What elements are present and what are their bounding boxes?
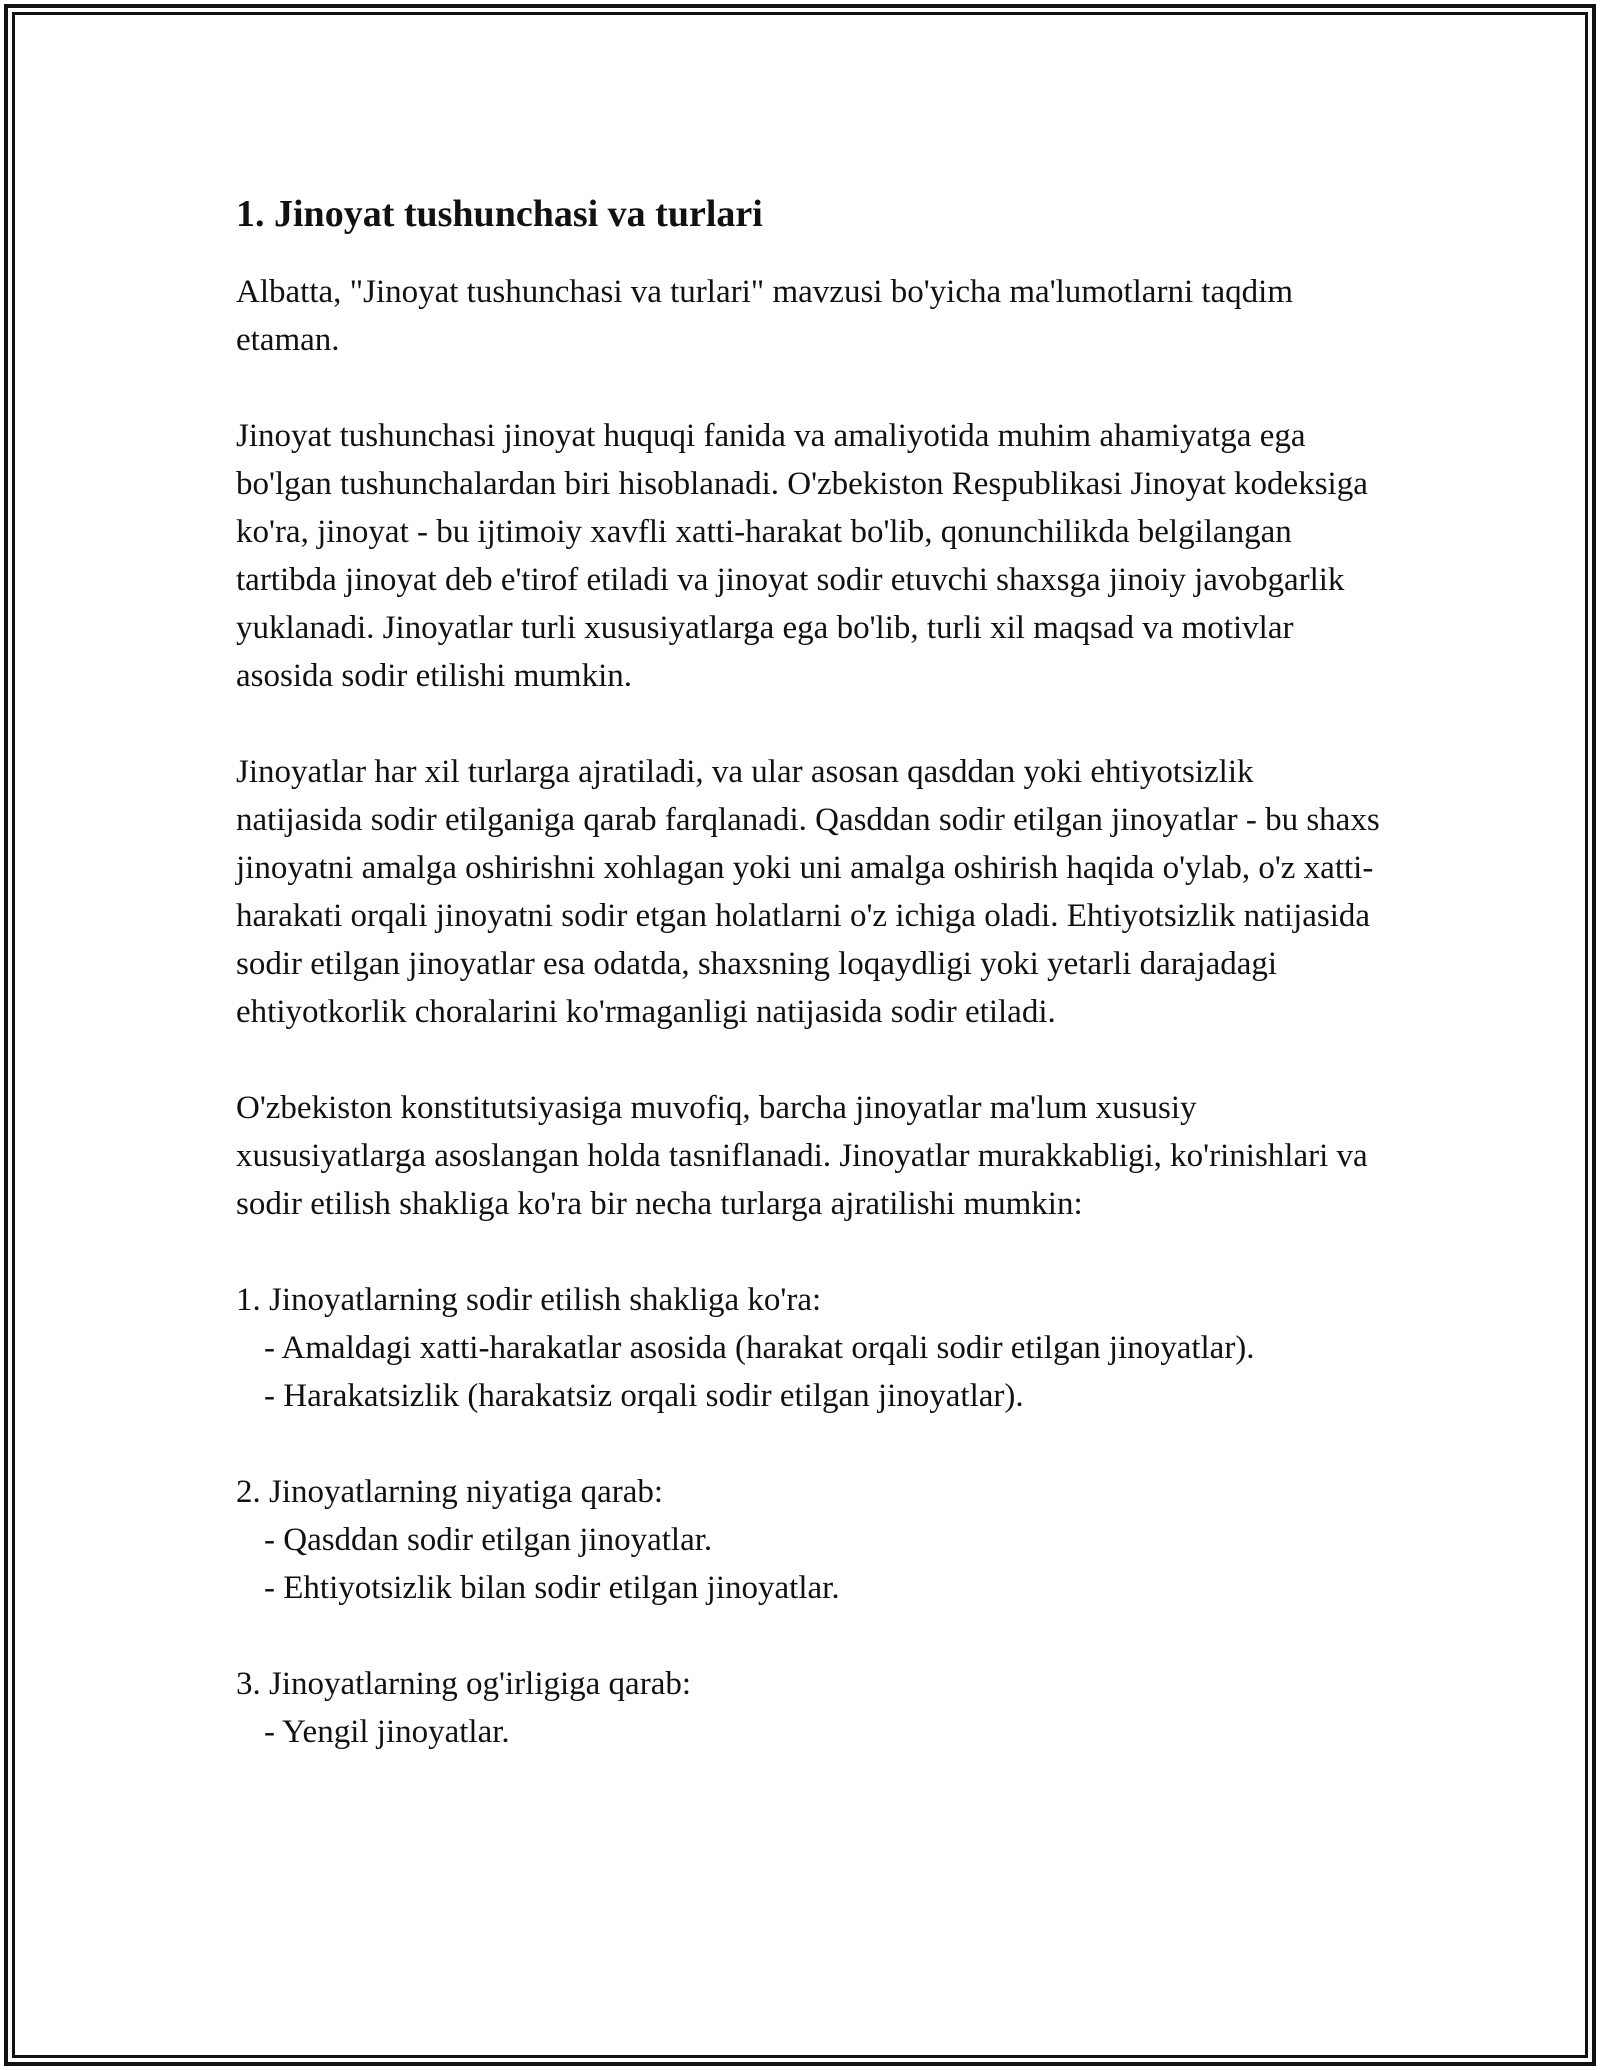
list-item: - Harakatsizlik (harakatsiz orqali sodir etilgan jinoyatlar). [264, 1378, 1024, 1414]
section-heading: 1. Jinoyat tushunchasi va turlari [236, 193, 763, 235]
types-paragraph: Jinoyatlar har xil turlarga ajratiladi, va ular asosan qasddan yoki ehtiyotsizlik natijasida sodir etilganiga qarab farqlanadi. Qasddan sodir etilgan jinoyatlar - bu shaxs jinoyatni amalga oshirishni xohlagan yoki uni amalga oshirish haqida o'ylab, o'z xatti-harakati orqali jinoyatni sodir etgan holatlarni o'z ichiga oladi. Ehtiyotsizlik natijasida sodir etilgan jinoyatlar esa odatda, shaxsning loqaydligi yoki yetarli darajadagi ehtiyotkorlik choralarini ko'rmaganligi natijasida sodir etiladi. [236, 754, 1380, 1030]
list-item: - Qasddan sodir etilgan jinoyatlar. [264, 1522, 713, 1558]
list-item: - Ehtiyotsizlik bilan sodir etilgan jinoyatlar. [264, 1570, 840, 1606]
document-body [236, 190, 1386, 1804]
list-title: 1. Jinoyatlarning sodir etilish shakliga ko'ra: [236, 1282, 822, 1318]
list-item: - Yengil jinoyatlar. [264, 1714, 510, 1750]
list-item: - Amaldagi xatti-harakatlar asosida (harakat orqali sodir etilgan jinoyatlar). [264, 1330, 1255, 1366]
intro-paragraph: Albatta, "Jinoyat tushunchasi va turlari" mavzusi bo'yicha ma'lumotlarni taqdim etaman. [236, 274, 1294, 358]
list-by-severity [236, 1660, 1386, 1756]
classification-paragraph: O'zbekiston konstitutsiyasiga muvofiq, barcha jinoyatlar ma'lum xususiy xususiyatlarga asoslangan holda tasniflanadi. Jinoyatlar murakkabligi, ko'rinishlari va sodir etilish shakliga ko'ra bir necha turlarga ajratilishi mumkin: [236, 1090, 1368, 1222]
list-by-form [236, 1276, 1386, 1420]
definition-paragraph: Jinoyat tushunchasi jinoyat huquqi fanida va amaliyotida muhim ahamiyatga ega bo'lgan tushunchalardan biri hisoblanadi. O'zbekiston Respublikasi Jinoyat kodeksiga ko'ra, jinoyat - bu ijtimoiy xavfli xatti-harakat bo'lib, qonunchilikda belgilangan tartibda jinoyat deb e'tirof etiladi va jinoyat sodir etuvchi shaxsga jinoiy javobgarlik yuklanadi. Jinoyatlar turli xususiyatlarga ega bo'lib, turli xil maqsad va motivlar asosida sodir etilishi mumkin. [236, 418, 1368, 694]
list-title: 3. Jinoyatlarning og'irligiga qarab: [236, 1666, 692, 1702]
list-title: 2. Jinoyatlarning niyatiga qarab: [236, 1474, 664, 1510]
list-by-intent [236, 1468, 1386, 1612]
